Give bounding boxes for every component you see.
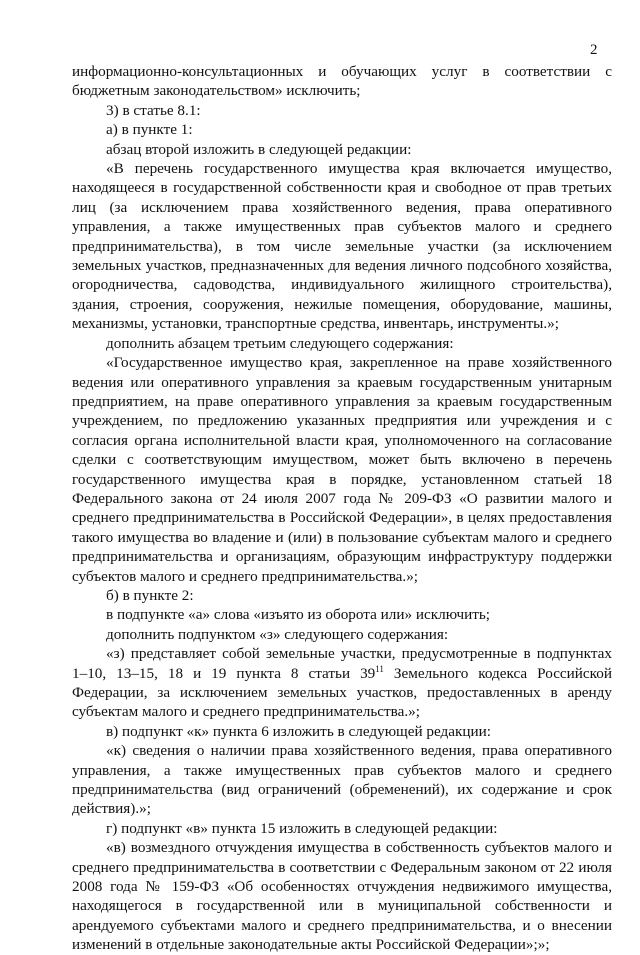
paragraph-with-superscript (72, 644, 612, 722)
document-body (72, 62, 612, 955)
paragraph: «в) возмездного отчуждения имущества в собственность субъектов малого и среднего предпринимательства в соответствии с Федеральным законом от 22 июля 2008 года № 159-ФЗ «Об особенностях отчуждения недвижимого имущества, находящегося в государственной или в муниципальной собственности и арендуемого субъектами малого и среднего предпринимательства, и о внесении изменений в отдельные законодательные акты Российской Федерации»;»; (72, 839, 612, 954)
paragraph: а) в пункте 1: (106, 121, 193, 139)
paragraph: б) в пункте 2: (106, 586, 194, 604)
page-number: 2 (590, 42, 598, 58)
paragraph: 3) в статье 8.1: (106, 101, 201, 119)
paragraph: дополнить абзацем третьим следующего содержания: (106, 334, 454, 352)
paragraph: в) подпункт «к» пункта 6 изложить в следующей редакции: (106, 722, 491, 740)
paragraph: «В перечень государственного имущества края включается имущество, находящееся в государственной собственности края и свободное от прав третьих лиц (за исключением права хозяйственного ведения, права оперативного управления, а также имущественных прав субъектов малого и среднего предпринимательства), в том числе земельные участки (за исключением земельных участков, предназначенных для ведения личного подсобного хозяйства, огородничества, садоводства, индивидуального жилищного строительства), здания, строения, сооружения, нежилые помещения, оборудование, машины, механизмы, установки, транспортные средства, инвентарь, инструменты.»; (72, 160, 612, 333)
paragraph: в подпункте «а» слова «изъято из оборота или» исключить; (106, 606, 491, 624)
paragraph: «Государственное имущество края, закрепленное на праве хозяйственного ведения или оперативного управления за краевым государственным унитарным предприятием, на праве оперативного управления за краевым государственным учреждением, по предложению указанных предприятия или учреждения и с согласия органа исполнительной власти края, уполномоченного на согласование сделки с соответствующим имуществом, может быть включено в перечень государственного имущества края в порядке, установленном статьей 18 Федерального закона от 24 июля 2007 года № 209-ФЗ «О развитии малого и среднего предпринимательства в Российской Федерации», в целях предоставления такого имущества во владение и (или) в пользование субъектам малого и среднего предпринимательства и организациям, образующим инфраструктуру поддержки субъектов малого и среднего предпринимательства.»; (72, 354, 612, 585)
paragraph: «к) сведения о наличии права хозяйственного ведения, права оперативного управления, а также имущественных прав субъектов малого и среднего предпринимательства (вид ограничений (обременений), их содержание и срок действия).»; (72, 742, 612, 818)
paragraph-text-part: Земельного кодекса Российской Федерации, за исключением земельных участков, предоставленных в аренду субъектам малого и среднего предпринимательства.»; (72, 664, 612, 721)
paragraph: г) подпункт «в» пункта 15 изложить в следующей редакции: (106, 819, 498, 837)
paragraph: абзац второй изложить в следующей редакции: (106, 140, 412, 158)
superscript: 11 (375, 663, 384, 674)
paragraph: информационно-консультационных и обучающих услуг в соответствии с бюджетным законодательством» исключить; (72, 63, 612, 100)
paragraph: дополнить подпунктом «з» следующего содержания: (106, 625, 449, 643)
paragraph-text-part: «з) представляет собой земельные участки, предусмотренные в подпунктах 1–10, 13–15, 18 и 19 пункта 8 статьи 39 (72, 645, 612, 682)
